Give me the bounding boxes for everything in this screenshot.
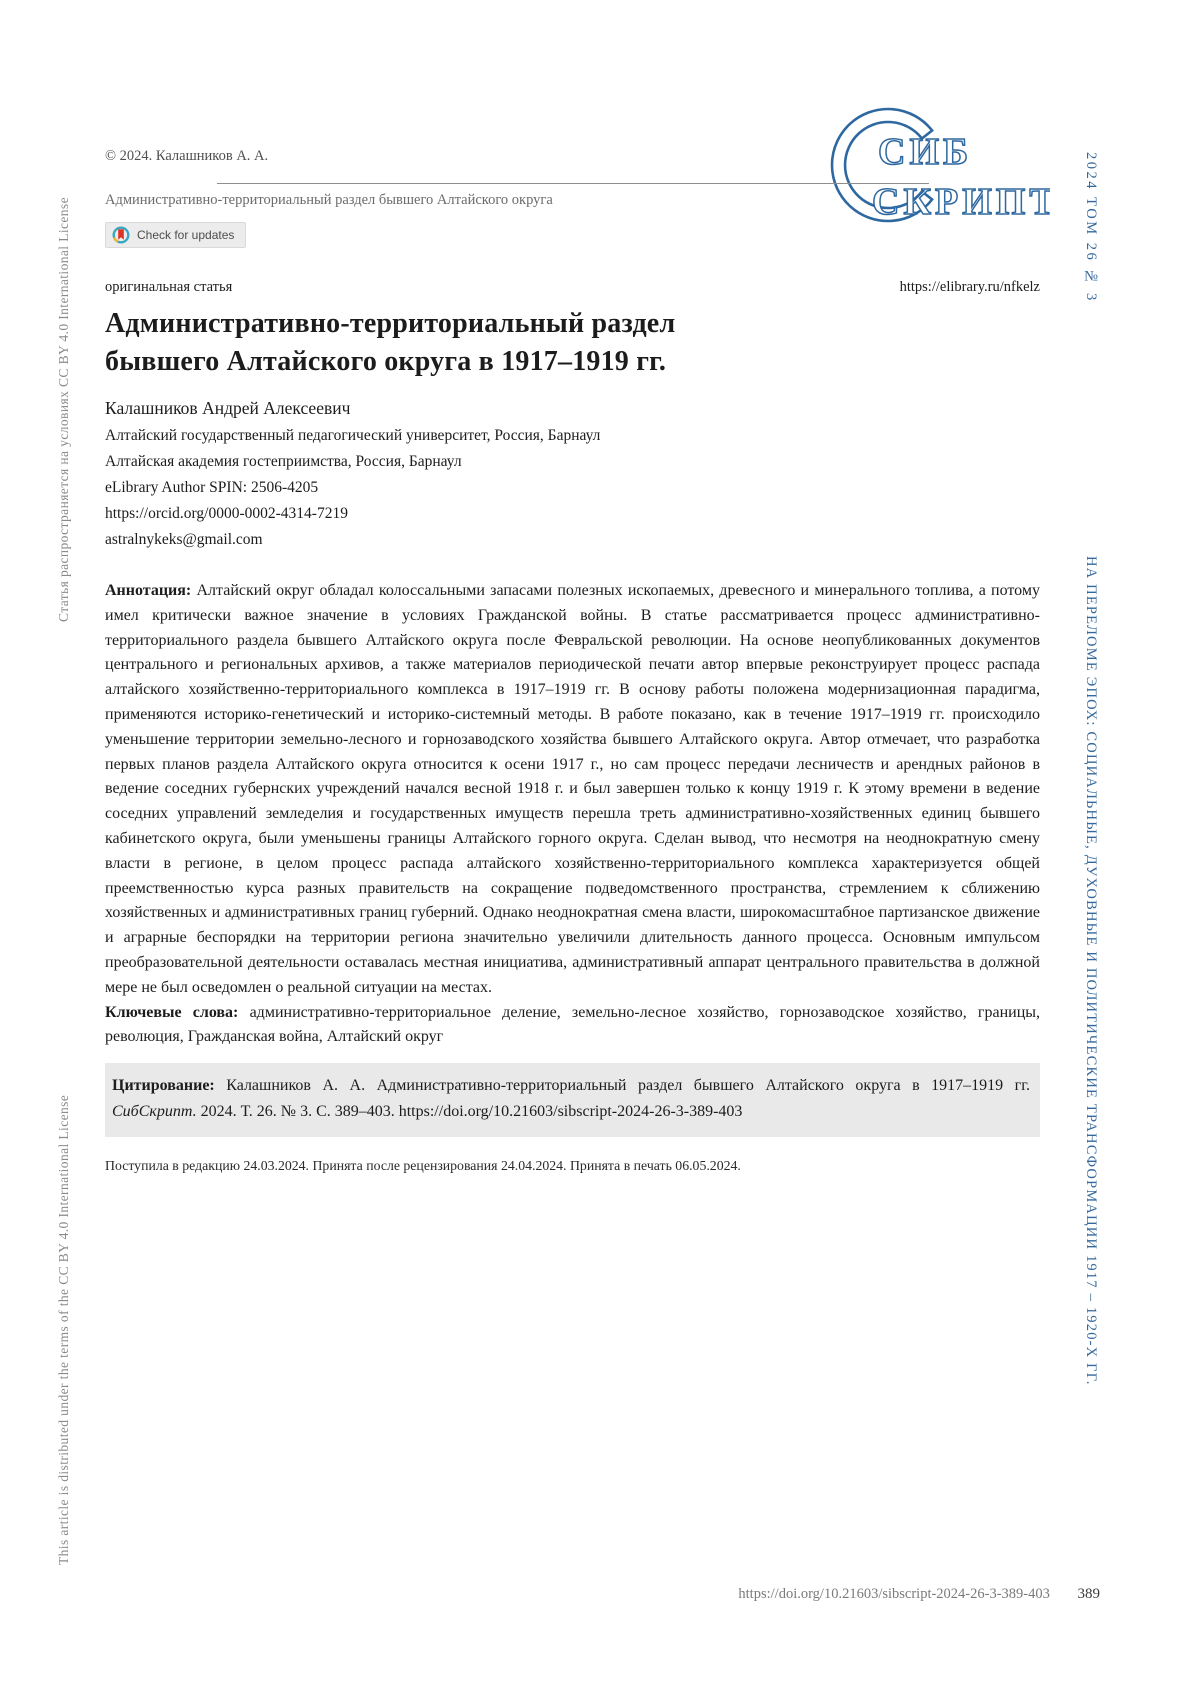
article-title: Административно-территориальный раздел бывшего Алтайского округа в 1917–1919 гг. bbox=[105, 308, 676, 377]
volume-issue-vertical: 2024 ТОМ 26 № 3 bbox=[1083, 152, 1099, 303]
citation-journal-name: СибСкрипт. bbox=[112, 1103, 197, 1121]
logo-line2: СКРИПТ bbox=[872, 181, 1050, 223]
check-for-updates-button[interactable] bbox=[105, 222, 246, 248]
running-head: Административно-территориальный раздел бывшего Алтайского округа bbox=[105, 192, 553, 208]
author-name: Калашников Андрей Алексеевич bbox=[105, 398, 351, 418]
check-for-updates-label: Check for updates bbox=[137, 228, 235, 242]
author-email-link[interactable]: astralnykeks@gmail.com bbox=[105, 531, 263, 548]
keywords-paragraph bbox=[105, 1001, 1040, 1051]
abstract-paragraph bbox=[105, 579, 1040, 1001]
keywords-text: административно-территориальное деление, земельно-лесное хозяйство, горнозаводское хозяйство, границы, революция, Гражданская война, Алтайский округ bbox=[105, 1003, 1041, 1046]
header-divider bbox=[217, 183, 929, 184]
orcid-link[interactable]: https://orcid.org/0000-0002-4314-7219 bbox=[105, 505, 348, 522]
license-text-en-vertical: This article is distributed under the terms of the CC BY 4.0 International License bbox=[56, 1094, 71, 1565]
page-number: 389 bbox=[1077, 1586, 1100, 1602]
abstract-label: Аннотация: bbox=[105, 582, 192, 599]
crossmark-icon bbox=[112, 226, 130, 244]
author-spin: eLibrary Author SPIN: 2506-4205 bbox=[105, 479, 319, 496]
citation-label: Цитирование: bbox=[112, 1077, 215, 1095]
doi-link[interactable]: https://doi.org/10.21603/sibscript-2024-26-3-389-403 bbox=[738, 1586, 1050, 1602]
citation-block bbox=[105, 1063, 1040, 1137]
elibrary-link[interactable]: https://elibrary.ru/nfkelz bbox=[899, 279, 1040, 295]
copyright-line: © 2024. Калашников А. А. bbox=[105, 148, 269, 164]
submission-dates: Поступила в редакцию 24.03.2024. Принята после рецензирования 24.04.2024. Принята в печать 06.05.2024. bbox=[105, 1158, 741, 1174]
keywords-label: Ключевые слова: bbox=[105, 1003, 239, 1021]
issue-theme-vertical: НА ПЕРЕЛОМЕ ЭПОХ: СОЦИАЛЬНЫЕ, ДУХОВНЫЕ И ПОЛИТИЧЕСКИЕ ТРАНСФОРМАЦИИ 1917 – 1920-Х ГГ. bbox=[1083, 556, 1099, 1386]
license-text-ru-vertical: Статья распространяется на условиях CC BY 4.0 International License bbox=[56, 197, 71, 622]
page-footer bbox=[105, 1586, 1100, 1603]
author-affiliation-1: Алтайский государственный педагогический университет, Россия, Барнаул bbox=[105, 427, 601, 444]
logo-line1: СИБ bbox=[878, 131, 973, 173]
citation-text-before: Калашников А. А. Административно-территориальный раздел бывшего Алтайского округа в 1917–1919 гг. bbox=[214, 1077, 1030, 1095]
abstract-text: Алтайский округ обладал колоссальными запасами полезных ископаемых, древесного и минерального топлива, а потому имел критически важное значение в условиях Гражданской войны. В статье рассматривается процесс административно-территориального раздела бывшего Алтайского округа после Февральской революции. На основе неопубликованных документов центрального и региональных архивов, а также материалов периодической печати автор впервые реконструирует процесс распада алтайского хозяйственно-территориального комплекса в 1917–1919 гг. В основу работы положена модернизационная парадигма, применяются историко-генетический и историко-системный методы. В работе показано, как в течение 1917–1919 гг. происходило уменьшение территории земельно-лесного и горнозаводского хозяйства бывшего Алтайского округа. Автор отмечает, что разработка первых планов раздела Алтайского округа относится к осени 1917 г., но сам процесс передачи лесничеств и арендных районов в ведение соседних губернских учреждений начался весной 1918 г. и был завершен только к концу 1919 г. К этому времени в ведение соседних управлений земледелия и государственных имуществ перешла треть административно-хозяйственных единиц бывшего кабинетского округа, были уменьшены границы Алтайского горного округа. Сделан вывод, что несмотря на неоднократную смену власти в регионе, в целом процесс распада алтайского хозяйственно-территориального комплекса характеризуется общей преемственностью курса разных правительств на сокращение подведомственного пространства, стремлением к сближению хозяйственных и административных границ губерний. Однако неоднократная смена власти, широкомасштабное партизанское движение и аграрные беспорядки на территории региона значительно увеличили длительность данного процесса. Основным импульсом преобразовательной деятельности оставалась местная инициатива, административный аппарат центрального правительства в должной мере не был осведомлен о реальной ситуации на местах. bbox=[105, 582, 1040, 996]
article-meta-row bbox=[105, 279, 1040, 296]
article-content bbox=[105, 148, 1040, 1174]
article-type-label: оригинальная статья bbox=[105, 279, 233, 295]
author-affiliation-2: Алтайская академия гостеприимства, Россия, Барнаул bbox=[105, 453, 462, 470]
citation-text-after: 2024. Т. 26. № 3. С. 389–403. https://doi.org/10.21603/sibscript-2024-26-3-389-403 bbox=[196, 1103, 743, 1121]
